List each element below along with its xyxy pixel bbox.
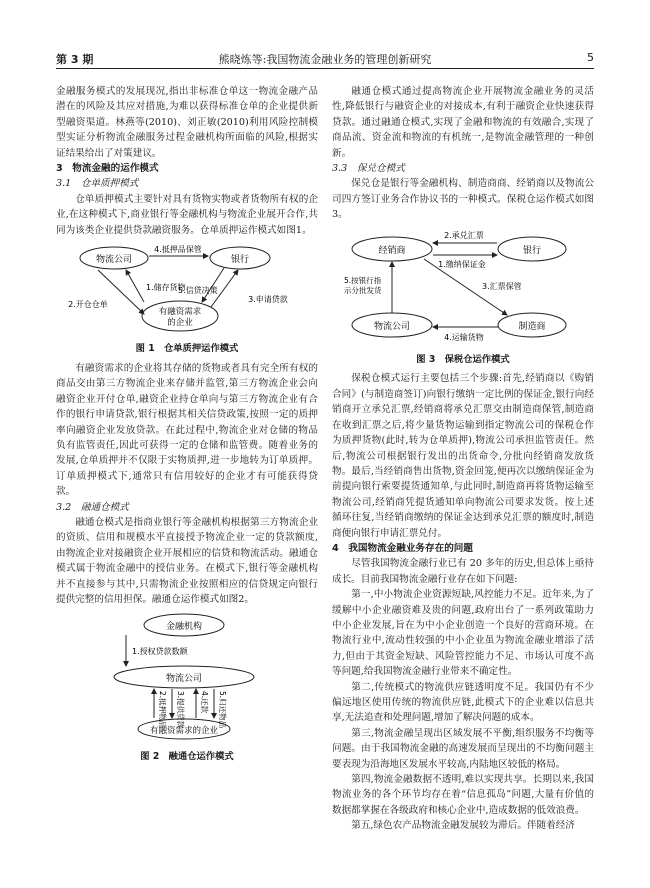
paragraph: 第一,中小物流企业资源短缺,风控能力不足。近年来,为了缓解中小企业融资难及贵的问题,政府出台了一系列政策助力中小企业发展,旨在为中小企业创造一个良好的营商环境。在物流行业中,流动性较强的中小企业虽为物流金融业增添了活力,但由于其资金短缺、风险管控能力不足、市场认可度不高等问题,给我国物流金融行业带来不确定性。 — [332, 589, 594, 678]
figure-3-caption: 图 3 保税仓运作模式 — [416, 354, 510, 366]
edge-1-label: 1.缴纳保证金 — [438, 259, 486, 269]
section-heading: 3 物流金融的运作模式 — [56, 163, 159, 175]
subsection-heading: 3.1 仓单质押模式 — [56, 178, 139, 190]
edge-1 — [126, 270, 144, 302]
running-title: 熊晓炼等:我国物流金融业务的管理创新研究 — [218, 53, 432, 66]
left-column — [56, 84, 318, 768]
paragraph: 第二,传统模式的物流供应链透明度不足。我国仍有不少偏远地区使用传统的物流供应链,此模式下的企业难以信息共享,无法追查和处理问题,增加了解决问题的成本。 — [332, 681, 594, 724]
running-header — [56, 50, 594, 69]
edge-1-label: 1.储存货物 — [146, 283, 186, 293]
node-logistics-label: 物流公司 — [95, 255, 133, 266]
issue-number: 第 3 期 — [56, 53, 94, 66]
figure-3 — [332, 227, 594, 368]
paragraph: 尽管我国物流金融行业已有 20 多年的历史,但总体上亟待成长。目前我国物流金融行业存在如下问题: — [332, 558, 594, 585]
edge-2-label: 2.抵押物品 — [158, 691, 167, 729]
paragraph: 金融服务模式的发展现况,指出非标准仓单这一物流金融产品潜在的风险及其应对措施,为难以获得标准仓单的企业提供新型融资渠道。林燕等(2010)、刘正敏(2010)利用风险控制模型实证分析物流金融服务过程金融机构所面临的风险,根据实证结果给出了对策建议。 — [56, 86, 318, 159]
figure-1-diagram — [56, 242, 318, 334]
figure-1 — [56, 242, 318, 357]
page-number: 5 — [587, 51, 594, 64]
edge-4-label: 4.运输货物 — [444, 332, 484, 342]
paragraph: 第四,物流金融数据不透明,难以实现共享。长期以来,我国物流业务的各个环节均存在着“信息孤岛”问题,大量有价值的数据都掌握在各级政府和核心企业中,造成数据的低效浪费。 — [332, 774, 594, 816]
paragraph: 保兑仓是银行等金融机构、制造商商、经销商以及物流公司四方签订业务合作协议书的一种模式。保税仓运作模式如图3。 — [332, 178, 594, 221]
subsection-heading: 3.3 保兑仓模式 — [332, 163, 405, 175]
edge-5-label: 5.信贷决策 — [178, 286, 218, 296]
paragraph: 融通仓模式是指商业银行等金融机构根据第三方物流企业的资质、信用和规模水平直接授予物流企业一定的贷款额度,由物流企业对接融资企业开展相应的信贷和物流活动。融通仓模式属于物流金融中的授信业务。在模式下,银行等金融机构并不直接参与其中,只需物流企业按照相应的信贷规定向银行提供完整的信用担保。融通仓运作模式如图2。 — [56, 516, 318, 605]
figure-2-caption: 图 2 融通仓运作模式 — [140, 750, 234, 762]
paragraph: 保税仓模式运行主要包括三个步骤:首先,经销商以《购销合同》(与制造商签订)向银行缴纳一定比例的保证金,银行向经销商开立承兑汇票,经销商将承兑汇票交由制造商保管,制造商在收到汇票之后,将少量货物运输到指定物流公司的保税仓作为质押货物(此时,转为仓单质押),物流公司承担监管责任。然后,物流公司根据银行发出的出货命令,分批向经销商发放货物。最后,当经销商售出货物,资金回笼,便再次以缴纳保证金为前提向银行索要提货通知单,与此同时,制造商再将货物运输至物流公司,经销商凭提货通知单向物流公司要求发货。按上述循环往复,当经销商缴纳的保证金达到承兑汇票的额度时,制造商便向银行申请汇票兑付。 — [332, 373, 594, 539]
subsection-heading: 3.2 融通仓模式 — [56, 501, 129, 513]
node-firm-label-1: 有融资需求 — [158, 307, 202, 318]
edge-5-label: 5.归还物品 — [218, 691, 227, 729]
node-dealer-label: 经销商 — [378, 245, 406, 256]
edge-3-label: 3.申请贷款 — [248, 295, 288, 305]
node-logistics-label: 物流公司 — [165, 674, 203, 685]
node-logistics-label: 物流公司 — [373, 321, 411, 332]
paragraph: 仓单质押模式主要针对具有货物实物或者货物所有权的企业,在这种模式下,商业银行等金融机构与物流企业展开合作,共同为该类企业提供贷款融资服务。仓单质押运作模式如图1。 — [56, 193, 318, 236]
edge-5-label-1: 5.按银行指 — [344, 275, 382, 285]
node-bank-label: 银行 — [230, 255, 250, 266]
figure-2-diagram — [56, 611, 318, 741]
section-heading: 4 我国物流金融业务存在的问题 — [332, 542, 473, 554]
edge-2-label: 2.承兑汇票 — [444, 230, 484, 240]
paragraph: 有融资需求的企业将其存储的货物或者具有完全所有权的商品交由第三方物流企业来存储并监管,第三方物流企业会向融资企业开付仓单,融资企业持仓单向与第三方物流企业有合作的银行申请贷款,银行根据其相关信贷政策,按照一定的质押率向融资企业发放贷款。在此过程中,物流企业对仓储的物品负有监管责任,因此可获得一定的仓储和监管费。随着业务的发展,仓单质押并不仅限于实物质押,进一步地转为订单质押。订单质押模式下,通常只有信用较好的企业才有可能获得贷款。 — [56, 362, 318, 498]
node-bank-label: 银行 — [522, 245, 542, 256]
paragraph: 第五,绿色农产品物流金融发展较为滞后。伴随着经济 — [351, 820, 575, 832]
node-institution-label: 金融机构 — [165, 622, 203, 633]
right-column — [332, 84, 594, 834]
edge-1-label: 1.授权贷款数额 — [132, 647, 188, 657]
node-firm-label-2: 的企业 — [167, 318, 193, 329]
paragraph: 第三,物流金融呈现出区域发展不平衡,组织服务不均衡等问题。由于我国物流金融的高速发展而呈现出的不均衡问题主要表现为沿海地区发展水平较高,内陆地区较低的格局。 — [332, 727, 594, 770]
edge-5-label-2: 示分批发货 — [344, 285, 382, 295]
edge-3-label: 3.提供贷款 — [176, 691, 185, 729]
edge-3-label: 3.汇票保管 — [482, 281, 522, 291]
edge-5 — [202, 268, 224, 302]
figure-3-diagram — [332, 227, 594, 345]
edge-4-label: 4.抵押品保管 — [154, 245, 202, 255]
node-firm-label: 有融资需求的企业 — [149, 726, 219, 737]
figure-1-caption: 图 1 仓单质押运作模式 — [135, 343, 239, 355]
paragraph: 融通仓模式通过提高物流企业开展物流金融业务的灵活性,降低银行与融资企业的对接成本,有利于融资企业快速获得贷款。通过融通仓模式,实现了金融和物流的有效融合,实现了商品流、资金流和物流的有机统一,是物流金融管理的一种创新。 — [332, 86, 594, 159]
edge-2-label: 2.开仓仓单 — [68, 300, 108, 310]
node-maker-label: 制造商 — [518, 321, 546, 332]
figure-2 — [56, 611, 318, 764]
edge-4-label: 4.还款 — [200, 691, 209, 714]
